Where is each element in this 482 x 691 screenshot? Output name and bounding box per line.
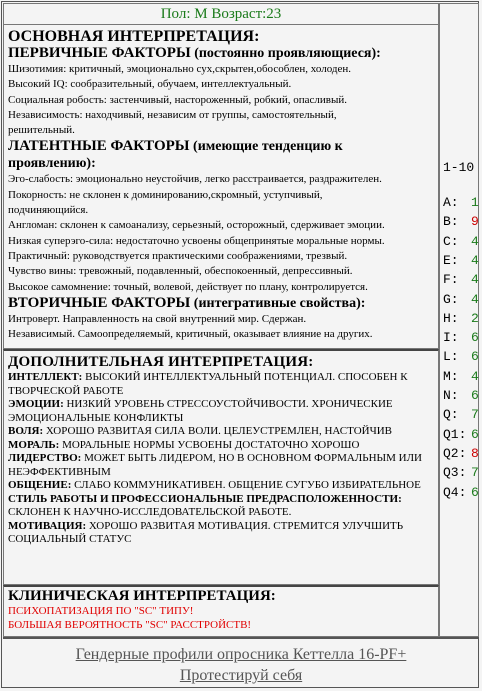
latent-factor-line: Англоман: склонен к самоанализу, серьезный, осторожный, сдерживает эмоции. bbox=[8, 219, 385, 232]
factor-score-label: Q4: bbox=[443, 484, 467, 500]
test-yourself-link[interactable]: Протестируй себя bbox=[179, 667, 303, 684]
additional-item-label: МОРАЛЬ: bbox=[8, 438, 60, 451]
primary-factor-line: решительный. bbox=[8, 124, 75, 137]
clinical-interpretation-section bbox=[3, 585, 439, 637]
factor-score-value: 6 bbox=[471, 388, 479, 403]
factor-score-value: 7 bbox=[471, 407, 479, 423]
primary-factors-heading bbox=[8, 45, 435, 62]
clinical-warning: БОЛЬШАЯ ВЕРОЯТНОСТЬ "SC" РАССТРОЙСТВ! bbox=[8, 618, 252, 631]
latent-factors-list bbox=[8, 172, 435, 294]
latent-factors-heading bbox=[8, 138, 435, 155]
respondent-header: Пол: M Возраст:23 bbox=[3, 3, 439, 25]
additional-interpretation-section bbox=[3, 349, 439, 585]
primary-factor-line: Шизотимия: критичный, эмоционально сух,скрытен,обособлен, холоден. bbox=[8, 63, 352, 75]
latent-factor-line: Практичный: руководствуется практическими соображениями, трезвый. bbox=[8, 249, 348, 262]
factor-score-value: 6 bbox=[471, 330, 479, 346]
primary-factor-line: Независимость: находчивый, независим от группы, самостоятельный, bbox=[8, 108, 337, 121]
additional-item-text: МОЖЕТ БЫТЬ ЛИДЕРОМ, НО В ОСНОВНОМ ФОРМАЛЬНЫМ ИЛИ НЕЭФФЕКТИВНЫМ bbox=[8, 452, 422, 478]
additional-item-label: ЭМОЦИИ: bbox=[8, 398, 64, 410]
additional-item-text: СЛАБО КОММУНИКАТИВЕН. ОБЩЕНИЕ СУГУБО ИЗБИРАТЕЛЬНОЕ bbox=[71, 479, 421, 491]
factor-score-label: C: bbox=[443, 233, 459, 249]
primary-factors-heading-bold: ПЕРВИЧНЫЕ ФАКТОРЫ bbox=[8, 45, 191, 61]
latent-factor-line: Низкая суперэго-сила: недостаточно усвоены общепринятые моральные нормы. bbox=[8, 234, 385, 247]
additional-item bbox=[8, 493, 435, 520]
factor-score-value: 6 bbox=[471, 484, 479, 500]
factor-score-row bbox=[443, 407, 479, 423]
factor-score-row bbox=[443, 426, 479, 442]
main-interpretation-title: ОСНОВНАЯ ИНТЕРПРЕТАЦИЯ: bbox=[8, 28, 260, 45]
additional-interpretation-title: ДОПОЛНИТЕЛЬНАЯ ИНТЕРПРЕТАЦИЯ: bbox=[8, 354, 314, 370]
factor-scores-panel bbox=[439, 3, 479, 637]
secondary-factor-line: Интроверт. Направленность на свой внутренний мир. Сдержан. bbox=[8, 312, 307, 325]
latent-factor-line: Высокое самомнение: точный, волевой, действует по плану, контролируется. bbox=[8, 280, 368, 293]
factor-score-row bbox=[443, 291, 479, 307]
factor-score-row bbox=[443, 484, 479, 500]
latent-factor-line: Эго-слабость: эмоционально неустойчив, легко расстраивается, раздражителен. bbox=[8, 173, 382, 186]
additional-item bbox=[8, 520, 435, 547]
additional-item-text: ВЫСОКИЙ ИНТЕЛЛЕКТУАЛЬНЫЙ ПОТЕНЦИАЛ. СПОСОБЕН К ТВОРЧЕСКОЙ РАБОТЕ bbox=[8, 371, 408, 397]
additional-item-label: ВОЛЯ: bbox=[8, 425, 44, 437]
factor-score-row bbox=[443, 214, 479, 230]
factor-score-value: 2 bbox=[471, 310, 479, 326]
factor-score-row bbox=[443, 368, 479, 384]
additional-item-text: МОРАЛЬНЫЕ НОРМЫ УСВОЕНЫ ДОСТАТОЧНО ХОРОШО bbox=[59, 438, 360, 451]
factor-score-label: L: bbox=[443, 349, 459, 365]
factor-score-label: M: bbox=[443, 368, 459, 384]
additional-item bbox=[8, 439, 435, 453]
main-interpretation-section bbox=[3, 25, 439, 349]
additional-item-label: ИНТЕЛЛЕКТ: bbox=[8, 371, 83, 383]
factor-score-label: Q3: bbox=[443, 465, 467, 481]
additional-item bbox=[8, 425, 435, 439]
additional-item-label: ЛИДЕРСТВО: bbox=[8, 452, 82, 464]
latent-factors-heading-rest: (имеющие тенденцию к bbox=[189, 139, 343, 155]
latent-factor-line: Чувство вины: тревожный, подавленный, обеспокоенный, депрессивный. bbox=[8, 265, 353, 278]
primary-factor-line: Высокий IQ: сообразительный, обучаем, интеллектуальный. bbox=[8, 78, 292, 91]
factor-score-label: Q: bbox=[443, 407, 459, 423]
factor-score-label: F: bbox=[443, 272, 459, 288]
additional-item-text: НИЗКИЙ УРОВЕНЬ СТРЕССОУСТОЙЧИВОСТИ. ХРОНИЧЕСКИЕ ЭМОЦИОНАЛЬНЫЕ КОНФЛИКТЫ bbox=[8, 398, 393, 424]
additional-item-text: СКЛОНЕН К НАУЧНО-ИССЛЕДОВАТЕЛЬСКОЙ РАБОТЕ. bbox=[8, 506, 292, 518]
primary-factors-list bbox=[8, 62, 435, 138]
factor-score-row bbox=[443, 233, 479, 249]
factor-score-label: H: bbox=[443, 310, 459, 326]
factor-score-row bbox=[443, 349, 479, 365]
factor-score-label: E: bbox=[443, 252, 459, 268]
additional-item-label: МОТИВАЦИЯ: bbox=[8, 519, 87, 532]
gender-profiles-link[interactable]: Гендерные профили опросника Кеттелла 16-PF+ bbox=[75, 646, 407, 663]
clinical-warning: ПСИХОПАТИЗАЦИЯ ПО "SC" ТИПУ! bbox=[8, 605, 194, 617]
secondary-factor-line: Независимый. Самоопределяемый, критичный, оказывает влияние на других. bbox=[8, 328, 373, 341]
factor-score-label: B: bbox=[443, 214, 459, 230]
factor-score-value: 6 bbox=[471, 349, 479, 365]
secondary-factors-heading bbox=[8, 295, 435, 312]
additional-item-text: ХОРОШО РАЗВИТАЯ СИЛА ВОЛИ. ЦЕЛЕУСТРЕМЛЕН, НАСТОЙЧИВ bbox=[43, 425, 393, 437]
scores-scale-label: 1-10 bbox=[443, 160, 475, 175]
additional-item-text: ХОРОШО РАЗВИТАЯ МОТИВАЦИЯ. СТРЕМИТСЯ УЛУЧШИТЬ СОЦИАЛЬНЫЙ СТАТУС bbox=[8, 519, 404, 545]
additional-item bbox=[8, 398, 435, 425]
factor-score-label: G: bbox=[443, 291, 459, 307]
primary-factors-heading-rest: (постоянно проявляющиеся): bbox=[190, 46, 381, 61]
latent-factor-line: подчиняющийся. bbox=[8, 204, 89, 217]
factor-score-row bbox=[443, 195, 479, 210]
results-frame bbox=[1, 1, 479, 688]
latent-factors-heading-bold: ЛАТЕНТНЫЕ ФАКТОРЫ bbox=[8, 138, 190, 155]
factor-score-row bbox=[443, 310, 479, 326]
additional-item bbox=[8, 479, 435, 493]
latent-factors-heading-line2-text: проявлению): bbox=[8, 156, 96, 172]
factor-score-value: 8 bbox=[471, 445, 479, 461]
factor-score-value: 4 bbox=[471, 233, 479, 249]
factor-score-row bbox=[443, 272, 479, 288]
secondary-factors-list bbox=[8, 312, 435, 343]
factor-score-value: 9 bbox=[471, 214, 479, 230]
factor-score-label: N: bbox=[443, 388, 459, 403]
factor-score-label: Q2: bbox=[443, 445, 467, 461]
factor-score-row bbox=[443, 330, 479, 346]
additional-item-label: СТИЛЬ РАБОТЫ И ПРОФЕССИОНАЛЬНЫЕ ПРЕДРАСПОЛОЖЕННОСТИ: bbox=[8, 492, 402, 505]
factor-score-row bbox=[443, 252, 479, 268]
factor-score-value: 4 bbox=[471, 368, 479, 384]
additional-item-label: ОБЩЕНИЕ: bbox=[8, 479, 72, 491]
factor-score-value: 4 bbox=[471, 291, 479, 307]
additional-item bbox=[8, 452, 435, 479]
latent-factor-line: Покорность: не склонен к доминированию,скромный, уступчивый, bbox=[8, 188, 323, 201]
factor-score-value: 1 bbox=[471, 195, 479, 210]
factor-score-label: A: bbox=[443, 195, 459, 210]
factor-score-value: 4 bbox=[471, 252, 479, 268]
latent-factors-heading-line2 bbox=[8, 155, 435, 172]
factor-score-value: 7 bbox=[471, 465, 479, 481]
factor-score-row bbox=[443, 388, 479, 403]
clinical-interpretation-title: КЛИНИЧЕСКАЯ ИНТЕРПРЕТАЦИЯ: bbox=[8, 588, 276, 604]
factor-score-value: 6 bbox=[471, 426, 479, 442]
factor-score-label: Q1: bbox=[443, 426, 467, 442]
factor-score-row bbox=[443, 465, 479, 481]
factor-score-row bbox=[443, 445, 479, 461]
secondary-factors-heading-rest: (интегративные свойства): bbox=[190, 295, 366, 311]
factor-score-label: I: bbox=[443, 330, 459, 346]
additional-item bbox=[8, 371, 435, 398]
footer bbox=[3, 637, 479, 687]
factor-score-value: 4 bbox=[471, 272, 479, 288]
secondary-factors-heading-bold: ВТОРИЧНЫЕ ФАКТОРЫ bbox=[8, 294, 191, 311]
primary-factor-line: Социальная робость: застенчивый, настороженный, робкий, опасливый. bbox=[8, 93, 348, 106]
